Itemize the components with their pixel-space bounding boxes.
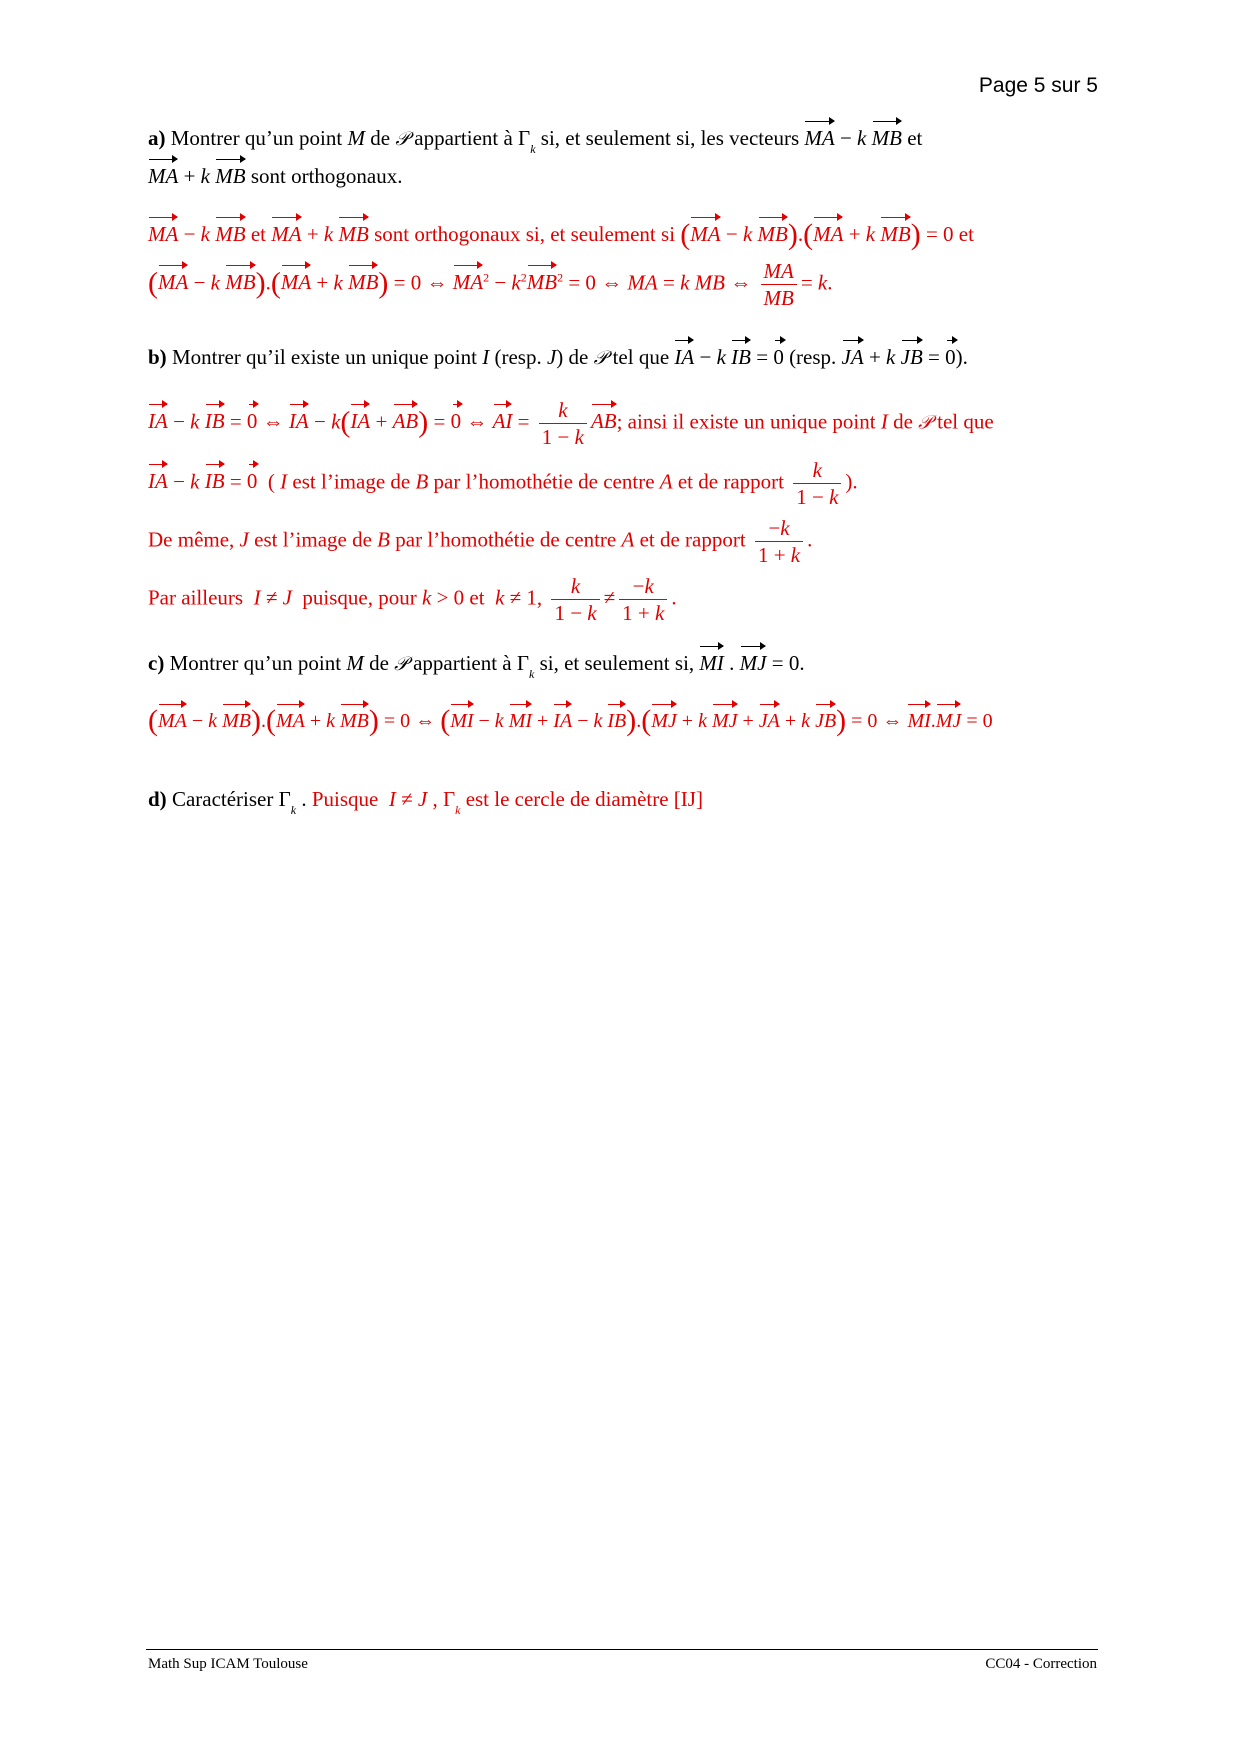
footer-left: Math Sup ICAM Toulouse	[148, 1656, 308, 1672]
footer-divider	[146, 1649, 1098, 1650]
answer-c: (MA − k MB).(MA + k MB) = 0 ⇔ (MI − k MI + IA − k IB).(MJ + k MJ + JA + k JB) = 0 ⇔ MI.MJ = 0	[148, 700, 1098, 736]
footer-right: CC04 - Correction	[985, 1656, 1097, 1672]
answer-b-line3: De même, J est l’image de B par l’homothétie de centre A et de rapport $\frac{-k}{1 + k}$ .	[148, 516, 813, 567]
answer-b-line4: Par ailleurs I ≠ J puisque, pour k > 0 et k ≠ 1, $\frac{k}{1 - k}$ ≠ $\frac{-k}{1 + k}$ .	[148, 574, 677, 625]
question-a: a) Montrer qu’un point M de 𝒫 appartient à $\Gamma_k$ si, et seulement si, les vecteurs MA − k MB et	[148, 117, 1098, 164]
question-c: c) Montrer qu’un point M de 𝒫 appartient à $\Gamma_k$ si, et seulement si, MI . MJ = 0.	[148, 642, 1098, 689]
question-b: b) Montrer qu’il existe un unique point I (resp. J) de 𝒫 tel que IA − k IB = 0 (resp. JA + k JB = 0).	[148, 336, 1098, 373]
question-a-line2: MA + k MB sont orthogonaux.	[148, 155, 1098, 191]
answer-a-line1: MA − k MB et MA + k MB sont orthogonaux si, et seulement si (MA − k MB).(MA + k MB) = 0 et	[148, 213, 1098, 250]
label-c: c)	[148, 651, 165, 675]
question-d: d) Caractériser $\Gamma_k$ . Puisque I ≠ J , $\Gamma_k$ est le cercle de diamètre [IJ]	[148, 787, 703, 817]
answer-b-line2: IA − k IB = 0 ( I est l’image de B par l’homothétie de centre A et de rapport $\frac{k}{1 - k}$ ).	[148, 458, 858, 509]
answer-d: Puisque I ≠ J , $\Gamma_k$ est le cercle de diamètre [IJ]	[311, 787, 703, 817]
page-number: Page 5 sur 5	[978, 74, 1098, 97]
label-a: a)	[148, 126, 166, 150]
answer-a-line2: (MA − k MB).(MA + k MB) = 0 ⇔ $MA^2 - k^2MB^2 = 0$ ⇔ MA = k MB ⇔ $\frac{MA}{MB}$ = k.	[148, 259, 833, 310]
label-b: b)	[148, 345, 167, 369]
label-d: d)	[148, 787, 167, 811]
answer-b-line1: IA − k IB = 0 ⇔ IA − k(IA + AB) = 0 ⇔ AI = $\frac{k}{1 - k}$ AB; ainsi il existe un unique point I de 𝒫 tel que	[148, 398, 994, 449]
